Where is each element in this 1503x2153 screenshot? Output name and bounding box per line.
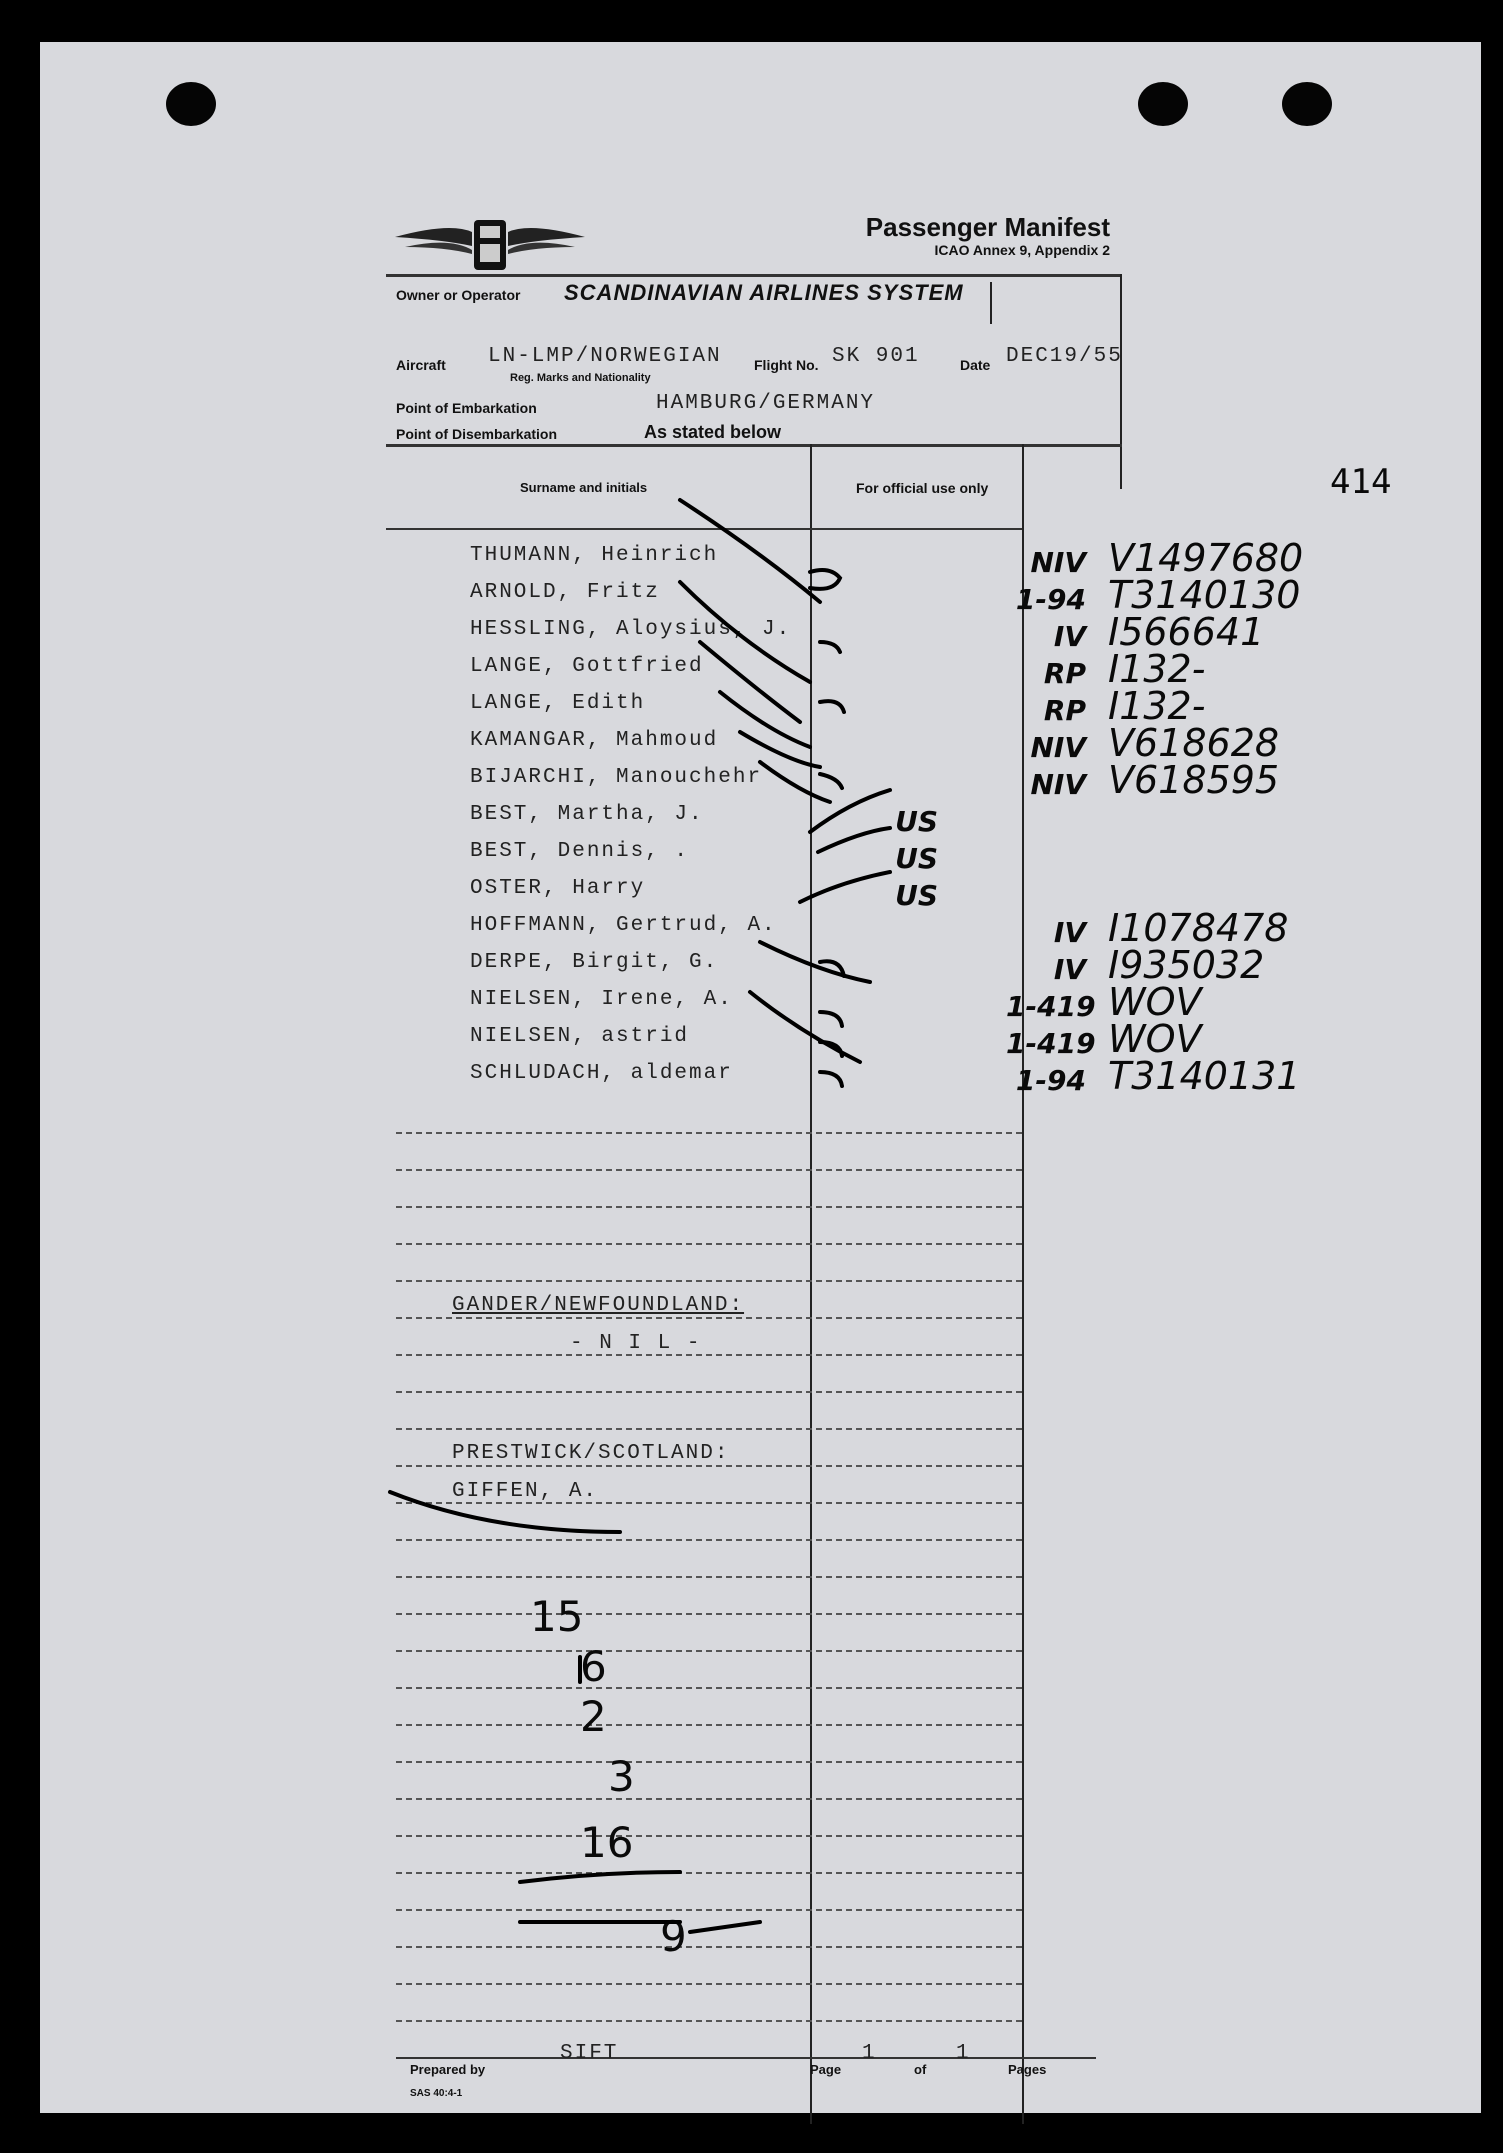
- owner-label: Owner or Operator: [396, 287, 521, 303]
- passenger-name: LANGE, Gottfried: [470, 655, 704, 678]
- tally-number: 9: [660, 1912, 687, 1961]
- ruled-line: [396, 1169, 1022, 1171]
- ruled-line: [396, 1798, 1022, 1800]
- passenger-row: [438, 721, 1280, 765]
- pages-label: Pages: [1008, 2062, 1047, 2077]
- passenger-code: NIV: [1030, 768, 1086, 801]
- passenger-visa: V1497680: [1108, 536, 1304, 580]
- tally-number: 3: [608, 1752, 635, 1801]
- ruled-line: [396, 1354, 1022, 1356]
- manifest-sheet: [40, 42, 1481, 2113]
- of-value: 1: [956, 2042, 971, 2065]
- passenger-name: HOFFMANN, Gertrud, A.: [470, 914, 777, 937]
- date-label: Date: [960, 357, 991, 373]
- gander-heading: GANDER/NEWFOUNDLAND:: [452, 1294, 745, 1317]
- prestwick-value: GIFFEN, A.: [452, 1480, 599, 1503]
- passenger-row: [438, 758, 1280, 802]
- passenger-name: THUMANN, Heinrich: [470, 544, 719, 567]
- manifest-title: Passenger Manifest: [865, 212, 1110, 242]
- disembarkation-value: As stated below: [644, 422, 782, 442]
- passenger-name: BEST, Dennis, .: [470, 840, 690, 863]
- passenger-row: [438, 1017, 1202, 1061]
- ruled-line: [396, 1576, 1022, 1578]
- passenger-visa: I566641: [1108, 610, 1265, 654]
- column-header-rule: [386, 528, 1022, 530]
- passenger-row: [438, 906, 1289, 950]
- airline-logo: [390, 202, 590, 292]
- passenger-row: [438, 647, 1206, 691]
- passenger-visa: V618628: [1108, 721, 1280, 765]
- ruled-line: [396, 1206, 1022, 1208]
- ruled-line: [396, 1391, 1022, 1393]
- ruled-line: [396, 2020, 1022, 2022]
- tally-number: 15: [530, 1592, 584, 1641]
- punch-hole-left: [166, 82, 216, 126]
- passenger-code: RP: [1043, 694, 1086, 727]
- tally-number: 2: [580, 1692, 607, 1741]
- punch-hole-mid: [1138, 82, 1188, 126]
- passenger-name: NIELSEN, astrid: [470, 1025, 690, 1048]
- passenger-code: NIV: [1030, 546, 1086, 579]
- aircraft-sublabel: Reg. Marks and Nationality: [510, 372, 651, 384]
- ruled-line: [396, 1132, 1022, 1134]
- passenger-code: NIV: [1030, 731, 1086, 764]
- ruled-line: [396, 1909, 1022, 1911]
- passenger-code: RP: [1043, 657, 1086, 690]
- owner-mark: [990, 282, 992, 324]
- form-top-rule: [386, 444, 1122, 447]
- passenger-row: [438, 1054, 1301, 1098]
- aircraft-value: LN-LMP/NORWEGIAN: [488, 345, 722, 368]
- embarkation-value: HAMBURG/GERMANY: [656, 392, 876, 415]
- passenger-code: 1-94: [1015, 583, 1086, 616]
- embarkation-label: Point of Embarkation: [396, 400, 537, 416]
- date-value: DEC19/55: [1006, 345, 1123, 368]
- passenger-code: US: [895, 805, 938, 838]
- passenger-row: [438, 536, 1304, 580]
- passenger-name: ARNOLD, Fritz: [470, 581, 660, 604]
- passenger-visa: T3140130: [1108, 573, 1301, 617]
- form-right-edge-top: [1120, 274, 1122, 489]
- ruled-line: [396, 1835, 1022, 1837]
- ruled-line: [396, 1465, 1022, 1467]
- passenger-name: BEST, Martha, J.: [470, 803, 704, 826]
- tally-number: 6: [580, 1642, 607, 1691]
- passenger-name: KAMANGAR, Mahmoud: [470, 729, 719, 752]
- ruled-line: [396, 1724, 1022, 1726]
- prepared-by-value: SIFT: [560, 2042, 619, 2065]
- passenger-visa: WOV: [1108, 1017, 1202, 1061]
- manifest-subtitle: ICAO Annex 9, Appendix 2: [934, 242, 1110, 258]
- ruled-line: [396, 1539, 1022, 1541]
- punch-hole-right: [1282, 82, 1332, 126]
- passenger-name: OSTER, Harry: [470, 877, 646, 900]
- ruled-line: [396, 1243, 1022, 1245]
- passenger-code: 1-419: [1006, 1027, 1096, 1060]
- ruled-line: [396, 1280, 1022, 1282]
- passenger-visa: V618595: [1108, 758, 1280, 802]
- tally-number: 16: [580, 1818, 634, 1867]
- passenger-name: BIJARCHI, Manouchehr: [470, 766, 763, 789]
- footer-rule: [396, 2057, 1096, 2059]
- form-code: SAS 40:4-1: [410, 2088, 463, 2099]
- passenger-code: 1-419: [1006, 990, 1096, 1023]
- passenger-name: NIELSEN, Irene, A.: [470, 988, 733, 1011]
- page-number: 414: [1330, 462, 1392, 502]
- passenger-visa: I935032: [1108, 943, 1265, 987]
- passenger-name: SCHLUDACH, aldemar: [470, 1062, 733, 1085]
- passenger-row: [438, 943, 1265, 987]
- passenger-name: LANGE, Edith: [470, 692, 646, 715]
- passenger-row: [438, 875, 1088, 912]
- passenger-code: US: [895, 879, 938, 912]
- flight-label: Flight No.: [754, 357, 819, 373]
- prepared-by-label: Prepared by: [410, 2062, 486, 2077]
- passenger-name: DERPE, Birgit, G.: [470, 951, 719, 974]
- ruled-line: [396, 1687, 1022, 1689]
- of-label: of: [914, 2062, 927, 2077]
- ruled-line: [396, 1983, 1022, 1985]
- owner-value: SCANDINAVIAN AIRLINES SYSTEM: [564, 280, 964, 305]
- passenger-code: IV: [1053, 620, 1086, 653]
- passenger-code: IV: [1053, 953, 1086, 986]
- passenger-row: [438, 838, 1088, 875]
- gander-value: - N I L -: [570, 1332, 702, 1355]
- passenger-row: [438, 573, 1301, 617]
- prestwick-heading: PRESTWICK/SCOTLAND:: [452, 1442, 730, 1465]
- passenger-visa: I132-: [1108, 647, 1206, 691]
- passenger-visa: WOV: [1108, 980, 1202, 1024]
- passenger-visa: I1078478: [1108, 906, 1289, 950]
- passenger-name: HESSLING, Aloysius, J.: [470, 618, 792, 641]
- ruled-line: [396, 1613, 1022, 1615]
- passenger-visa: T3140131: [1108, 1054, 1301, 1098]
- ruled-line: [396, 1317, 1022, 1319]
- page-label: Page: [810, 2062, 842, 2077]
- passenger-code: IV: [1053, 916, 1086, 949]
- ruled-line: [396, 1946, 1022, 1948]
- passenger-visa: I132-: [1108, 684, 1206, 728]
- disembarkation-label: Point of Disembarkation: [396, 426, 558, 442]
- passenger-row: [438, 980, 1202, 1024]
- ruled-line: [396, 1428, 1022, 1430]
- ruled-line: [396, 1761, 1022, 1763]
- passenger-code: US: [895, 842, 938, 875]
- page-value: 1: [862, 2042, 877, 2065]
- passenger-row: [438, 610, 1265, 654]
- flight-value: SK 901: [832, 345, 920, 368]
- surname-column-header: Surname and initials: [520, 480, 648, 495]
- passenger-row: [438, 801, 1088, 838]
- passenger-row: [438, 684, 1206, 728]
- passenger-code: 1-94: [1015, 1064, 1086, 1097]
- aircraft-label: Aircraft: [396, 357, 446, 373]
- ruled-line: [396, 1650, 1022, 1652]
- ruled-line: [396, 1872, 1022, 1874]
- official-use-column-header: For official use only: [856, 480, 989, 496]
